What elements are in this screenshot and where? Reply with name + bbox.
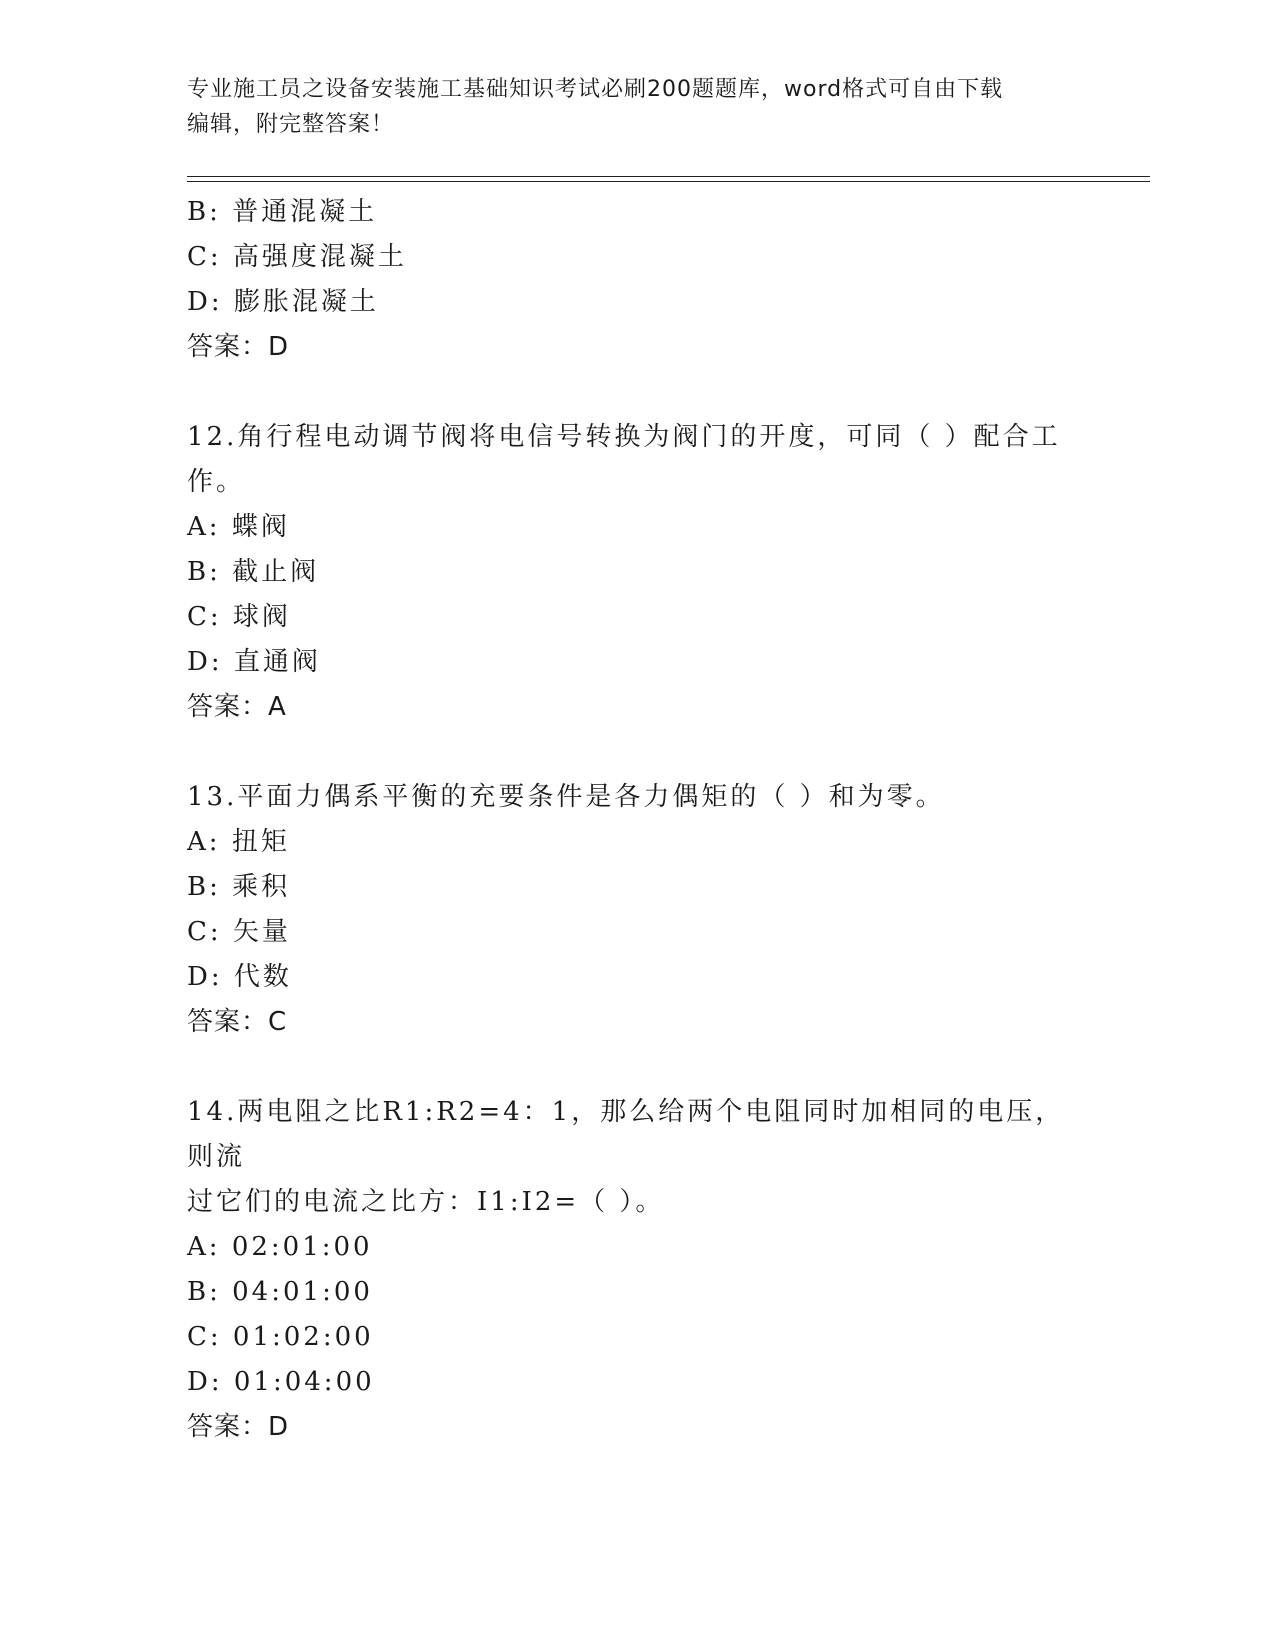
option-label: B: bbox=[187, 557, 233, 587]
header-title-line-1: 专业施工员之设备安装施工基础知识考试必刷200题题库，word格式可自由下载 bbox=[187, 77, 1004, 102]
option-d bbox=[187, 280, 1087, 325]
header-title-line-2: 编辑，附完整答案！ bbox=[187, 112, 395, 137]
question-stem-line-1: 12.角行程电动调节阀将电信号转换为阀门的开度，可同（ ）配合工 bbox=[187, 422, 1061, 452]
option-a bbox=[187, 1225, 1087, 1270]
option-a bbox=[187, 505, 1087, 550]
option-text: 矢量 bbox=[232, 917, 291, 947]
option-text: 01:04:00 bbox=[233, 1367, 375, 1397]
option-c bbox=[187, 910, 1087, 955]
option-text: 普通混凝土 bbox=[232, 197, 378, 227]
question-stem-line-2: 作。 bbox=[187, 467, 246, 497]
header-divider-top bbox=[187, 176, 1150, 177]
option-c bbox=[187, 595, 1087, 640]
option-d bbox=[187, 1360, 1087, 1405]
spacer bbox=[187, 370, 1087, 415]
answer: 答案：D bbox=[187, 1412, 290, 1442]
option-label: C: bbox=[187, 242, 233, 272]
option-d bbox=[187, 640, 1087, 685]
option-a bbox=[187, 820, 1087, 865]
option-label: D: bbox=[187, 1367, 234, 1397]
option-text: 代数 bbox=[233, 962, 292, 992]
question-stem-line-2: 过它们的电流之比方：I1:I2=（ ）。 bbox=[187, 1187, 665, 1217]
option-label: C: bbox=[187, 1322, 233, 1352]
option-text: 01:02:00 bbox=[232, 1322, 374, 1352]
option-label: A: bbox=[187, 512, 232, 542]
question-12 bbox=[187, 415, 1087, 730]
answer: 答案：C bbox=[187, 1007, 288, 1037]
question-stem-line-1: 13.平面力偶系平衡的充要条件是各力偶矩的（ ）和为零。 bbox=[187, 782, 945, 812]
option-text: 高强度混凝土 bbox=[232, 242, 407, 272]
option-label: C: bbox=[187, 602, 233, 632]
question-14 bbox=[187, 1090, 1087, 1450]
option-text: 04:01:00 bbox=[232, 1277, 373, 1307]
option-d bbox=[187, 955, 1087, 1000]
spacer bbox=[187, 730, 1087, 775]
option-label: B: bbox=[187, 872, 233, 902]
question-11-continued bbox=[187, 190, 1087, 370]
option-label: B: bbox=[187, 197, 233, 227]
header-divider-bottom bbox=[187, 181, 1150, 182]
option-label: C: bbox=[187, 917, 233, 947]
page-header bbox=[187, 72, 1087, 142]
option-text: 02:01:00 bbox=[231, 1232, 373, 1262]
option-label: D: bbox=[187, 647, 234, 677]
option-text: 乘积 bbox=[232, 872, 291, 902]
option-b bbox=[187, 1270, 1087, 1315]
question-list bbox=[187, 190, 1087, 1450]
answer: 答案：D bbox=[187, 332, 290, 362]
option-text: 截止阀 bbox=[232, 557, 320, 587]
option-label: A: bbox=[187, 1232, 232, 1262]
option-text: 直通阀 bbox=[233, 647, 321, 677]
option-text: 蝶阀 bbox=[231, 512, 290, 542]
question-stem-line-1: 14.两电阻之比R1:R2=4：1，那么给两个电阻同时加相同的电压，则流 bbox=[187, 1097, 1065, 1172]
option-c bbox=[187, 235, 1087, 280]
option-b bbox=[187, 190, 1087, 235]
answer: 答案：A bbox=[187, 692, 287, 722]
option-label: A: bbox=[187, 827, 232, 857]
option-text: 扭矩 bbox=[231, 827, 290, 857]
question-13 bbox=[187, 775, 1087, 1045]
option-label: D: bbox=[187, 962, 234, 992]
spacer bbox=[187, 1045, 1087, 1090]
option-c bbox=[187, 1315, 1087, 1360]
option-label: D: bbox=[187, 287, 234, 317]
option-b bbox=[187, 550, 1087, 595]
option-label: B: bbox=[187, 1277, 233, 1307]
option-text: 球阀 bbox=[232, 602, 291, 632]
option-text: 膨胀混凝土 bbox=[233, 287, 379, 317]
option-b bbox=[187, 865, 1087, 910]
